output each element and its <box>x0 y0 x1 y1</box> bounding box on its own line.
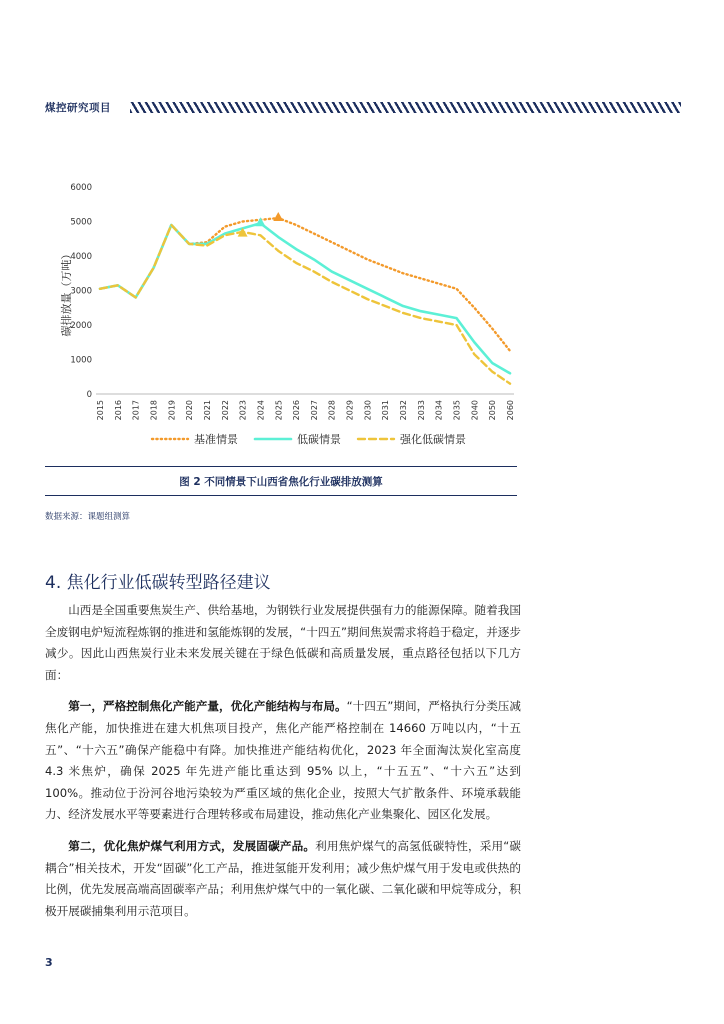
x-tick-label: 2026 <box>292 400 302 421</box>
figure-top-rule <box>45 466 517 467</box>
legend-label-2: 低碳情景 <box>297 433 341 446</box>
point-2-lead: 第二，优化焦炉煤气利用方式，发展固碳产品。 <box>68 838 316 853</box>
x-tick-label: 2024 <box>256 400 266 421</box>
x-tick-label: 2019 <box>167 400 177 421</box>
figure-bottom-rule <box>45 495 517 496</box>
x-tick-label: 2016 <box>113 400 123 421</box>
series-marker-1 <box>273 212 283 221</box>
x-tick-label: 2020 <box>185 400 195 421</box>
y-axis-label: 碳排放量（万吨） <box>60 248 73 337</box>
x-tick-label: 2032 <box>399 400 409 421</box>
y-tick-label: 5000 <box>70 217 92 228</box>
legend-label-1: 基准情景 <box>194 433 238 446</box>
point-1-lead: 第一，严格控制焦化产能产量，优化产能结构与布局。 <box>68 699 347 714</box>
series-line-1 <box>100 218 510 351</box>
page-header <box>45 100 681 116</box>
x-tick-label: 2028 <box>327 400 337 421</box>
emissions-line-chart <box>60 170 530 460</box>
x-tick-label: 2025 <box>274 400 284 421</box>
x-tick-label: 2015 <box>96 400 105 421</box>
x-tick-label: 2027 <box>309 400 319 421</box>
x-tick-label: 2031 <box>381 400 391 421</box>
x-tick-label: 2023 <box>238 400 248 421</box>
header-stripe-decoration <box>130 102 681 113</box>
page-number: 3 <box>45 956 53 969</box>
y-tick-label: 4000 <box>70 252 92 262</box>
y-tick-label: 0 <box>86 390 92 400</box>
x-tick-label: 2034 <box>434 400 444 421</box>
series-line-3 <box>100 225 510 384</box>
x-tick-label: 2030 <box>363 400 373 421</box>
y-tick-label: 6000 <box>70 183 92 193</box>
y-tick-label: 3000 <box>70 286 92 297</box>
x-tick-label: 2029 <box>345 400 355 421</box>
x-tick-label: 2033 <box>416 400 426 421</box>
point-1-body: “十四五”期间，严格执行分类压减焦化产能，加快推进在建大机焦项目投产，焦化产能严格控制在 14660 万吨以内，“十五五”、“十六五”确保产能稳中有降。加快推进产能结构优化，2023 年全面淘汰炭化室高度 4.3 米焦炉，确保 2025 年先进产能比重达到 95% 以上，“十五五”、“十六五”达到 100%。推动位于汾河谷地污染较为严重区域的焦化企业，按照大气扩散条件、环境承载能力、经济发展水平等要素进行合理转移或布局建设，推动焦化产业集聚化、园区化发展。 <box>45 699 521 822</box>
point-2-body: 利用焦炉煤气的高氢低碳特性，采用“碳耦合”相关技术，开发“固碳”化工产品，推进氢能开发利用；减少焦炉煤气用于发电或供热的比例，优先发展高端高固碳率产品；利用焦炉煤气中的一氧化碳、二氧化碳和甲烷等成分，积极开展碳捕集利用示范项目。 <box>45 838 521 918</box>
x-tick-label: 2022 <box>220 400 230 421</box>
x-tick-label: 2035 <box>452 400 462 421</box>
header-title: 煤控研究项目 <box>45 102 111 114</box>
section-heading: 4. 焦化行业低碳转型路径建议 <box>45 573 271 593</box>
x-tick-label: 2060 <box>506 400 515 421</box>
series-line-2 <box>100 223 510 373</box>
figure-caption: 图 2 不同情景下山西省焦化行业碳排放测算 <box>179 476 383 488</box>
x-tick-label: 2050 <box>488 400 498 421</box>
x-tick-label: 2040 <box>470 400 480 421</box>
x-tick-label: 2021 <box>202 400 212 421</box>
figure-source: 数据来源：课题组测算 <box>45 512 131 522</box>
y-tick-label: 1000 <box>70 355 92 366</box>
point-2-paragraph <box>45 836 521 922</box>
intro-paragraph: 山西是全国重要焦炭生产、供给基地，为钢铁行业发展提供强有力的能源保障。随着我国全废钢电炉短流程炼钢的推进和氢能炼钢的发展，“十四五”期间焦炭需求将趋于稳定，并逐步减少。因此山西焦炭行业未来发展关键在于绿色低碳和高质量发展，重点路径包括以下几方面： <box>45 603 521 682</box>
point-1-paragraph <box>45 696 521 826</box>
legend-label-3: 强化低碳情景 <box>400 433 466 446</box>
x-tick-label: 2018 <box>149 400 159 421</box>
body-text <box>45 600 521 932</box>
y-tick-label: 2000 <box>70 321 92 331</box>
x-tick-label: 2017 <box>131 400 141 421</box>
